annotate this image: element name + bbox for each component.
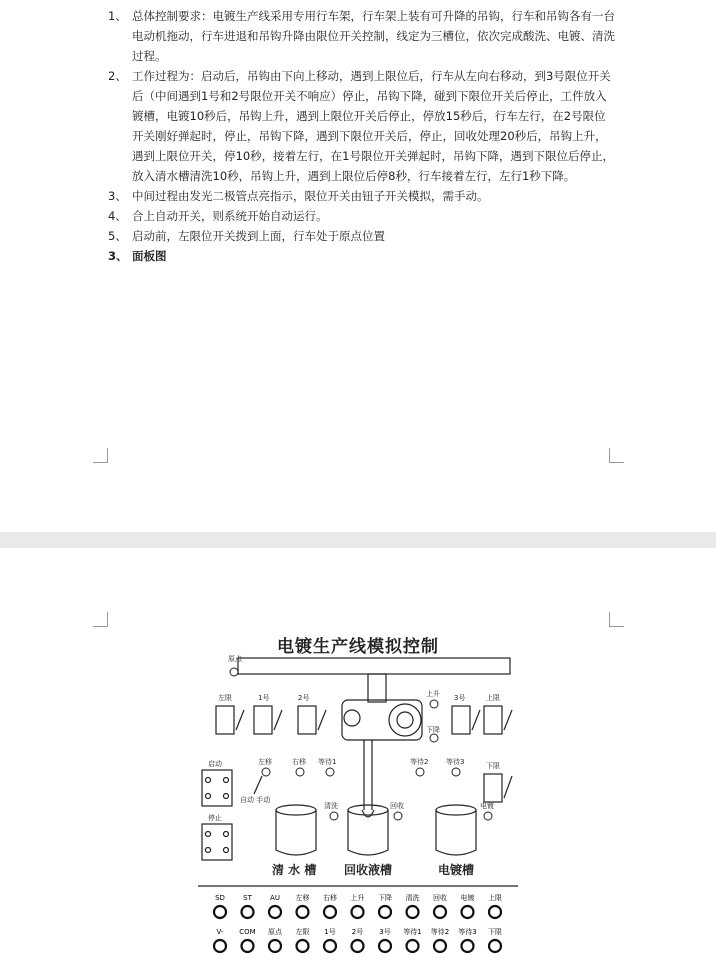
terminal-socket <box>434 940 446 952</box>
label-clean: 清洗 <box>324 802 338 810</box>
tank-plate <box>436 810 476 855</box>
terminal-socket <box>269 940 281 952</box>
terminal-label: 原点 <box>268 928 282 936</box>
label-left-move: 左移 <box>258 758 272 766</box>
terminal-label: 清洗 <box>405 894 420 902</box>
crane-rail <box>238 658 510 674</box>
terminal-socket <box>214 906 226 918</box>
terminal-socket <box>297 906 309 918</box>
terminal-socket <box>352 940 364 952</box>
label-origin: 原点 <box>228 655 242 663</box>
terminal-socket <box>324 940 336 952</box>
terminal-socket <box>489 906 501 918</box>
terminal-socket <box>407 906 419 918</box>
limit-switch-3 <box>452 706 470 734</box>
label-recover: 回收 <box>390 802 404 810</box>
tank-clean <box>276 810 316 855</box>
led-wait1 <box>326 768 334 776</box>
terminal-label: 等待3 <box>458 928 477 936</box>
label-no3: 3号 <box>454 694 466 702</box>
terminal-label: 等待1 <box>403 928 422 936</box>
terminal-socket <box>214 940 226 952</box>
requirements-list <box>108 6 616 266</box>
terminal-socket <box>352 906 364 918</box>
terminal-socket <box>379 906 391 918</box>
terminal-socket <box>462 906 474 918</box>
start-button-box <box>202 770 232 806</box>
label-right-move: 右移 <box>292 758 306 766</box>
label-up: 上升 <box>426 690 440 698</box>
label-bottom-limit: 下限 <box>486 762 500 770</box>
label-stop: 停止 <box>208 814 222 822</box>
label-plate: 电镀 <box>480 802 494 810</box>
terminal-label: 下限 <box>488 928 502 936</box>
label-tank-clean: 清 水 槽 <box>272 863 317 877</box>
terminal-label: 上升 <box>350 894 365 902</box>
terminal-label: 等待2 <box>430 928 450 936</box>
limit-switch-1 <box>254 706 272 734</box>
terminal-label: 左限 <box>295 928 310 936</box>
label-no1: 1号 <box>258 694 270 702</box>
requirement-item: 1、 总体控制要求：电镀生产线采用专用行车架，行车架上装有可升降的吊钩，行车和吊钩各有一台电动机拖动，行车进退和吊钩升降由限位开关控制，线定为三槽位，依次完成酸洗、电镀、清洗过程。 <box>108 9 615 63</box>
terminal-label: V- <box>216 928 224 936</box>
motor-housing <box>389 704 421 736</box>
label-no2: 2号 <box>298 694 310 702</box>
led-clean <box>330 812 338 820</box>
requirement-item: 5、 启动前，左限位开关拨到上面，行车处于原点位置 <box>108 229 385 243</box>
led-down <box>430 734 438 742</box>
terminal-label: SD <box>215 894 225 902</box>
requirement-item: 2、 工作过程为：启动后，吊钩由下向上移动，遇到上限位后，行车从左向右移动，到3号限位开关后（中间遇到1号和2号限位开关不响应）停止，吊钩下降，碰到下限位开关后停止，工件放入镀槽，电镀10秒后，吊钩上升，遇到上限位开关后停止，停放15秒后，行车左行，在2号限位开关刚好弹起时，停止，吊钩下降，遇到下限位开关后，停止，回收处理20秒后，吊钩上升，遇到上限位开关，停10秒，接着左行，在1号限位开关弹起时，吊钩下降，遇到下限位后停止，放入清水槽清洗10秒，吊钩上升，遇到上限位后停8秒，行车接着左行，左行1秒下降。 <box>108 69 614 183</box>
trolley <box>368 674 386 702</box>
terminal-socket <box>462 940 474 952</box>
terminal-label: 左移 <box>295 894 310 902</box>
label-left-limit: 左限 <box>218 694 232 702</box>
led-up <box>430 700 438 708</box>
terminal-socket <box>489 940 501 952</box>
label-top-limit: 上限 <box>486 694 500 702</box>
label-wait1: 等待1 <box>318 758 337 766</box>
limit-switch-bottom <box>484 774 502 802</box>
led-wait3 <box>452 768 460 776</box>
terminal-strip <box>214 893 502 952</box>
terminal-socket <box>269 906 281 918</box>
auto-manual-switch <box>254 776 262 794</box>
terminal-label: COM <box>239 928 256 936</box>
limit-switch-2 <box>298 706 316 734</box>
label-tank-plate: 电镀槽 <box>438 863 475 877</box>
terminal-label: AU <box>270 894 280 902</box>
led-origin <box>230 668 238 676</box>
label-auto-manual: 自动 手动 <box>240 796 271 804</box>
hook <box>362 810 374 817</box>
panel-diagram <box>0 548 716 960</box>
hoist-motor <box>342 700 422 740</box>
led-right-move <box>296 768 304 776</box>
requirement-item: 3、 中间过程由发光二极管点亮指示，限位开关由钮子开关模拟，需手动。 <box>108 189 489 203</box>
terminal-socket <box>379 940 391 952</box>
page-corner-mark <box>609 448 624 463</box>
diagram-title: 电镀生产线模拟控制 <box>277 637 439 657</box>
label-tank-recover: 回收液槽 <box>344 863 393 877</box>
label-wait2: 等待2 <box>410 758 429 766</box>
page-corner-mark <box>93 448 108 463</box>
terminal-socket <box>324 906 336 918</box>
led-plate <box>484 812 492 820</box>
document-page-2 <box>0 548 716 960</box>
label-down: 下降 <box>426 726 440 734</box>
stop-button-box <box>202 824 232 860</box>
terminal-label: ST <box>243 894 252 902</box>
label-start: 启动 <box>208 760 222 768</box>
led-wait2 <box>416 768 424 776</box>
terminal-label: 右移 <box>323 894 337 902</box>
limit-switch-top <box>484 706 502 734</box>
label-wait3: 等待3 <box>446 758 465 766</box>
terminal-socket <box>297 940 309 952</box>
terminal-label: 回收 <box>433 894 447 902</box>
terminal-label: 上限 <box>488 894 502 902</box>
limit-switch-left <box>216 706 234 734</box>
terminal-label: 电镀 <box>460 894 475 902</box>
terminal-label: 1号 <box>324 928 336 936</box>
terminal-socket <box>242 906 254 918</box>
terminal-label: 下降 <box>378 894 392 902</box>
requirement-item: 4、 合上自动开关，则系统开始自动运行。 <box>108 209 328 223</box>
section-heading: 3、 面板图 <box>108 249 167 263</box>
terminal-socket <box>242 940 254 952</box>
led-recover <box>394 812 402 820</box>
terminal-socket <box>407 940 419 952</box>
terminal-label: 2号 <box>351 928 364 936</box>
terminal-socket <box>434 906 446 918</box>
terminal-label: 3号 <box>379 928 391 936</box>
led-left-move <box>262 768 270 776</box>
